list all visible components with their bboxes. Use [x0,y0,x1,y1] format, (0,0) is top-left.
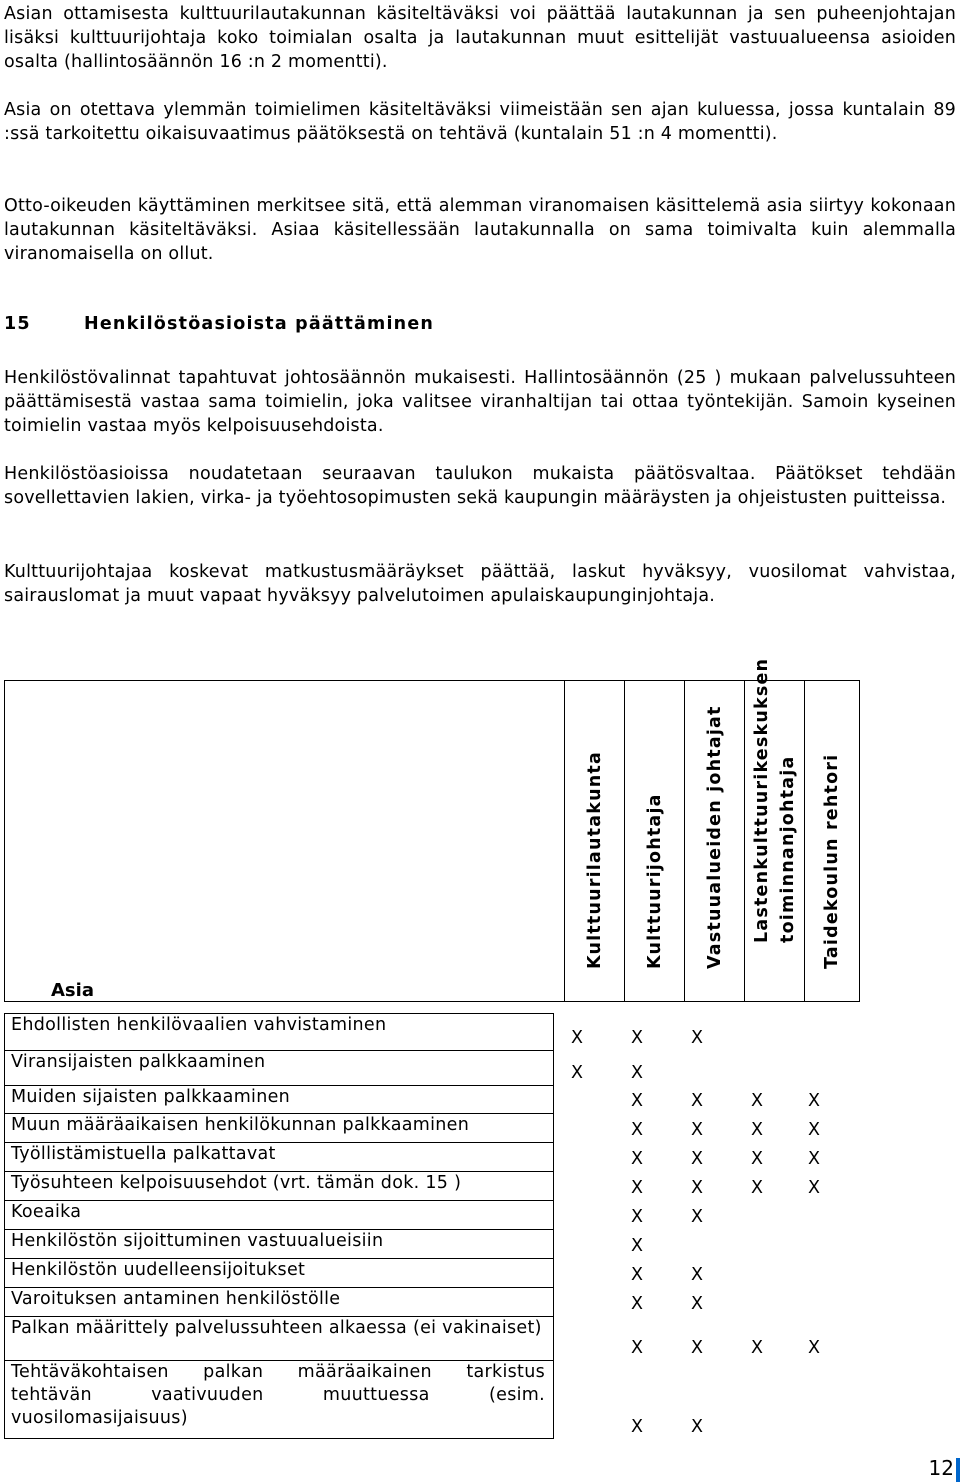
decision-mark: X [691,1338,703,1358]
header-lastenkulttuurikeskus: Lastenkulttuurikeskuksen toiminnanjohtaja [751,657,798,943]
decision-mark: X [751,1149,763,1169]
header-cell-kulttuurilautakunta [564,680,625,1002]
decision-mark: X [808,1178,820,1198]
row-label: Ehdollisten henkilövaalien vahvistaminen [4,1013,554,1050]
row-label: Viransijaisten palkkaaminen [4,1050,554,1085]
row-label: Varoituksen antaminen henkilöstölle [4,1287,554,1316]
decision-mark: X [751,1338,763,1358]
decision-mark: X [631,1417,643,1437]
decision-mark: X [691,1207,703,1227]
decision-mark: X [751,1091,763,1111]
decision-mark: X [631,1294,643,1314]
decision-mark: X [691,1294,703,1314]
table-row [2,1316,860,1360]
section-title: Henkilöstöasioista päättäminen [84,314,435,334]
table-header-row [2,657,860,1002]
row-label: Muiden sijaisten palkkaaminen [4,1085,554,1113]
row-label: Työllistämistuella palkattavat [4,1142,554,1171]
row-label: Palkan määrittely palvelussuhteen alkaessa (ei vakinaiset) [4,1316,554,1360]
decision-mark: X [751,1178,763,1198]
decision-mark: X [808,1149,820,1169]
decision-power-table [2,657,860,1439]
decision-mark: X [691,1417,703,1437]
row-label: Tehtäväkohtaisen palkan määräaikainen tarkistus tehtävän vaativuuden muuttuessa (esim. vuosilomasijaisuus) [4,1360,554,1439]
decision-mark: X [631,1207,643,1227]
paragraph-higher-body: Asia on otettava ylemmän toimielimen käsiteltäväksi viimeistään sen ajan kuluessa, jossa kuntalain 89 :ssä tarkoitettu oikaisuvaatimus päätöksestä on tehtävä (kuntalain 51 :n 4 momentti). [4,100,956,144]
table-row [2,1200,860,1229]
paragraph-otto-rights: Asian ottamisesta kulttuurilautakunnan käsiteltäväksi voi päättää lautakunnan ja sen puheenjohtajan lisäksi kulttuurijohtaja koko toimialan osalta ja lautakunnan muut esittelijät vastuualueensa asioiden osalta (hallintosäännön 16 :n 2 momentti). [4,4,956,72]
decision-mark: X [691,1178,703,1198]
row-label: Muun määräaikaisen henkilökunnan palkkaaminen [4,1113,554,1142]
table-row [2,1258,860,1287]
table-row [2,1229,860,1258]
decision-mark: X [631,1063,643,1083]
decision-mark: X [631,1091,643,1111]
header-cell-kulttuurijohtaja [624,680,685,1002]
table-row [2,1171,860,1200]
decision-mark: X [571,1028,583,1048]
paragraph-otto-effect: Otto-oikeuden käyttäminen merkitsee sitä, että alemman viranomaisen käsittelemä asia siirtyy kokonaan lautakunnan käsiteltäväksi. Asiaa käsitellessään lautakunnalla on sama toimivalta kuin alemmalla viranomaisella on ollut. [4,196,956,264]
decision-mark: X [631,1178,643,1198]
decision-mark: X [631,1149,643,1169]
table-row [2,1360,860,1439]
section-number: 15 [4,314,31,334]
header-cell-taidekoulun-rehtori [804,680,860,1002]
decision-mark: X [691,1265,703,1285]
header-kulttuurilautakunta: Kulttuurilautakunta [584,751,605,969]
decision-mark: X [691,1149,703,1169]
decision-mark: X [808,1338,820,1358]
paragraph-decision-power: Henkilöstöasioissa noudatetaan seuraavan taulukon mukaista päätösvaltaa. Päätökset tehdään sovellettavien lakien, virka- ja työehtosopimusten sekä kaupungin määräysten ja ohjeistusten puitteissa. [4,464,956,508]
header-vastuualueiden-johtajat: Vastuualueiden johtajat [704,705,725,969]
decision-mark: X [808,1091,820,1111]
header-cell-lastenkulttuurikeskus [744,657,805,1002]
decision-mark: X [631,1120,643,1140]
decision-mark: X [691,1120,703,1140]
decision-mark: X [808,1120,820,1140]
table-row [2,1050,860,1085]
table-row [2,1013,860,1050]
decision-mark: X [631,1265,643,1285]
page-number: 12 [928,1456,954,1480]
paragraph-staff-selection: Henkilöstövalinnat tapahtuvat johtosäännön mukaisesti. Hallintosäännön (25 ) mukaan palvelussuhteen päättämisestä vastaa sama toimielin, joka valitsee viranhaltijan tai ottaa työntekijän. Samoin kyseinen toimielin vastaa myös kelpoisuusehdoista. [4,368,956,436]
decision-mark: X [631,1338,643,1358]
header-taidekoulun-rehtori: Taidekoulun rehtori [822,753,842,969]
scrollbar-indicator[interactable] [956,1458,960,1482]
paragraph-travel-rules: Kulttuurijohtajaa koskevat matkustusmääräykset päättää, laskut hyväksyy, vuosilomat vahvistaa, sairauslomat ja muut vapaat hyväksyy palvelutoimen apulaiskaupunginjohtaja. [4,562,956,606]
table-row [2,1142,860,1171]
row-label: Henkilöstön sijoittuminen vastuualueisiin [4,1229,554,1258]
row-label: Henkilöstön uudelleensijoitukset [4,1258,554,1287]
table-row [2,1113,860,1142]
decision-mark: X [691,1091,703,1111]
decision-mark: X [691,1028,703,1048]
section-heading [4,312,434,336]
header-asia-label: Asia [51,980,94,1001]
header-cell-vastuualueiden-johtajat [684,680,745,1002]
decision-mark: X [631,1236,643,1256]
decision-mark: X [571,1063,583,1083]
header-kulttuurijohtaja: Kulttuurijohtaja [644,793,665,969]
decision-mark: X [751,1120,763,1140]
table-row [2,1085,860,1113]
header-cell-asia [4,680,565,1002]
decision-mark: X [631,1028,643,1048]
row-label: Työsuhteen kelpoisuusehdot (vrt. tämän dok. 15 ) [4,1171,554,1200]
row-label: Koeaika [4,1200,554,1229]
table-row [2,1287,860,1316]
